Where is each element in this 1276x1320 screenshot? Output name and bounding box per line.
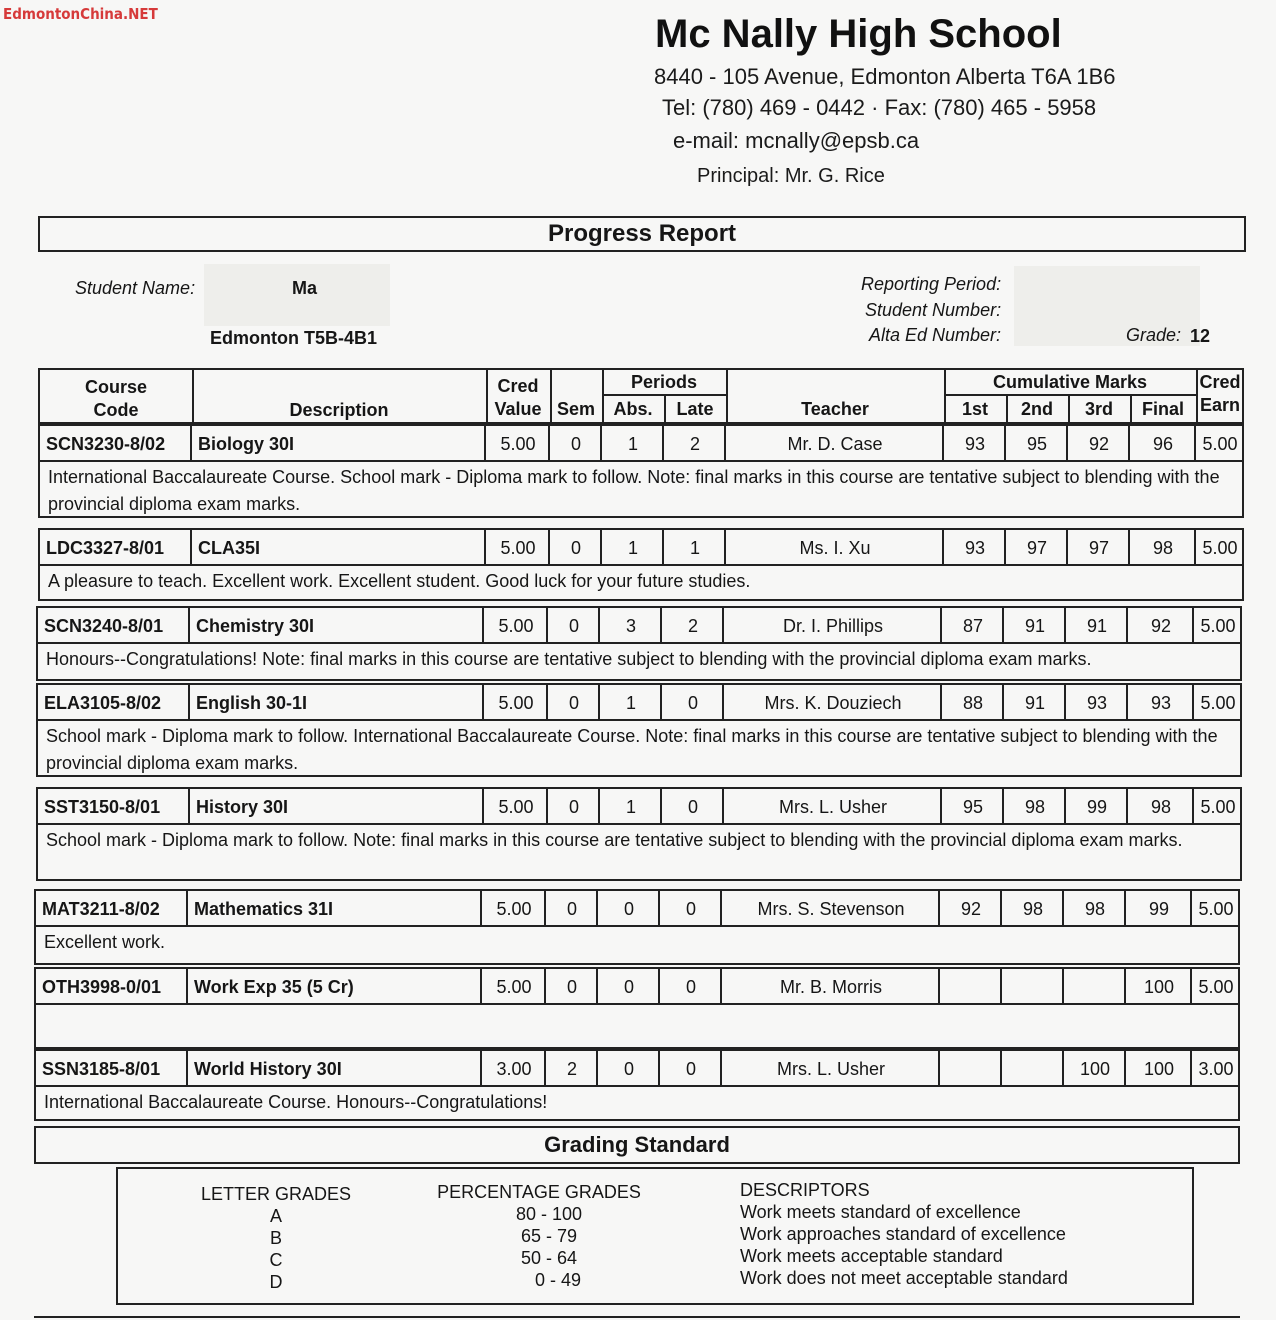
course-cred-value: 5.00 (500, 434, 536, 454)
course-lates: 0 (687, 693, 698, 713)
course-absences: 3 (625, 616, 636, 636)
course-code: SCN3230-8/02 (46, 434, 166, 454)
course-row (36, 606, 1242, 644)
mark-final: 98 (1152, 538, 1174, 558)
course-semester: 2 (566, 1059, 577, 1079)
course-lates: 0 (685, 977, 696, 997)
course-cred-earned: 5.00 (1200, 616, 1236, 636)
course-semester: 0 (566, 977, 577, 997)
mark-3rd (1064, 969, 1126, 1003)
mark-2nd: 91 (1024, 693, 1046, 713)
course-cred-earned: 5.00 (1198, 899, 1234, 919)
course-description: CLA35I (198, 538, 261, 558)
course-lates: 2 (687, 616, 698, 636)
mark-2nd (1002, 1051, 1064, 1085)
course-code: SST3150-8/01 (44, 797, 161, 817)
header-late: Late (676, 399, 714, 419)
course-teacher: Mrs. K. Douziech (764, 693, 902, 713)
page-bottom-rule (34, 1316, 1240, 1318)
header-3rd: 3rd (1084, 399, 1113, 419)
grade-letter: C (269, 1250, 283, 1270)
mark-final: 92 (1150, 616, 1172, 636)
header-teacher: Teacher (801, 399, 869, 419)
site-watermark: EdmontonChina.NET (3, 5, 158, 23)
grade-descriptor: Work meets acceptable standard (740, 1246, 1003, 1266)
mark-1st (940, 969, 1002, 1003)
course-semester: 0 (570, 538, 581, 558)
grade-percentage: 80 - 100 (515, 1204, 583, 1224)
course-lates: 0 (687, 797, 698, 817)
course-teacher: Mr. D. Case (787, 434, 883, 454)
course-comment: A pleasure to teach. Excellent work. Excellent student. Good luck for your future studies. (38, 566, 1244, 601)
course-code: ELA3105-8/02 (44, 693, 162, 713)
course-lates: 0 (685, 899, 696, 919)
student-city: Edmonton T5B-4B1 (210, 328, 378, 348)
course-cred-value: 5.00 (498, 616, 534, 636)
mark-final: 100 (1143, 977, 1175, 997)
header-cumulative: Cumulative Marks (992, 372, 1148, 392)
grade-descriptor: Work approaches standard of excellence (740, 1224, 1066, 1244)
grade-value: 12 (1190, 326, 1211, 346)
mark-2nd (1002, 969, 1064, 1003)
course-row (34, 1049, 1240, 1087)
reporting-period-label: Reporting Period: (861, 274, 1002, 294)
mark-1st: 88 (962, 693, 984, 713)
grade-percentage: 50 - 64 (520, 1248, 578, 1268)
course-description: Work Exp 35 (5 Cr) (194, 977, 354, 997)
mark-1st: 93 (964, 434, 986, 454)
course-comment: International Baccalaureate Course. Honours--Congratulations! (34, 1087, 1240, 1121)
course-comment: School mark - Diploma mark to follow. International Baccalaureate Course. Note: final marks in this course are tentative subject to blending with the provincial diploma exam marks. (36, 721, 1242, 777)
course-cred-value: 5.00 (500, 538, 536, 558)
course-description: English 30-1I (196, 693, 308, 713)
course-cred-earned: 5.00 (1202, 434, 1238, 454)
grade-percentage: 65 - 79 (520, 1226, 578, 1246)
alta-ed-label: Alta Ed Number: (869, 325, 1002, 345)
course-row (34, 967, 1240, 1005)
course-absences: 1 (627, 538, 638, 558)
course-code: MAT3211-8/02 (42, 899, 160, 919)
header-1st: 1st (961, 399, 988, 419)
course-semester: 0 (570, 434, 581, 454)
mark-2nd: 98 (1022, 899, 1044, 919)
course-comment: Honours--Congratulations! Note: final marks in this course are tentative subject to blending with the provincial diploma exam marks. (36, 644, 1242, 681)
mark-3rd: 97 (1088, 538, 1110, 558)
letter-grades-column (188, 1183, 364, 1293)
school-principal: Principal: Mr. G. Rice (697, 165, 885, 187)
course-cred-value: 5.00 (496, 899, 532, 919)
grade-letter: B (269, 1228, 282, 1248)
course-row (36, 683, 1242, 721)
header-sem: Sem (556, 399, 596, 419)
course-comment (34, 1005, 1240, 1049)
grade-descriptor: Work meets standard of excellence (740, 1202, 1021, 1222)
mark-3rd: 99 (1086, 797, 1108, 817)
course-comment: International Baccalaureate Course. School mark - Diploma mark to follow. Note: final marks in this course are tentative subject to blending with the provincial diploma exam marks. (38, 462, 1244, 518)
course-code: LDC3327-8/01 (46, 538, 165, 558)
percentage-grades-header: PERCENTAGE GRADES (437, 1182, 641, 1202)
header-cred-earn-2: Earn (1199, 395, 1241, 415)
courses-table-header (38, 368, 1244, 424)
course-row (36, 787, 1242, 825)
grading-standard-title: Grading Standard (34, 1126, 1240, 1164)
course-description: Chemistry 30I (196, 616, 315, 636)
course-description: Mathematics 31I (194, 899, 334, 919)
mark-2nd: 97 (1026, 538, 1048, 558)
course-row (34, 889, 1240, 927)
course-cred-earned: 5.00 (1198, 977, 1234, 997)
course-code: SCN3240-8/01 (44, 616, 164, 636)
course-code: SSN3185-8/01 (42, 1059, 161, 1079)
descriptors-column (740, 1179, 1068, 1289)
mark-1st: 95 (962, 797, 984, 817)
course-semester: 0 (568, 797, 579, 817)
course-absences: 0 (623, 977, 634, 997)
header-2nd: 2nd (1020, 399, 1053, 419)
course-teacher: Dr. I. Phillips (782, 616, 884, 636)
percentage-grades-column (424, 1181, 654, 1291)
course-description: World History 30I (194, 1059, 342, 1079)
course-teacher: Mr. B. Morris (780, 977, 882, 997)
course-cred-value: 5.00 (498, 797, 534, 817)
course-cred-value: 3.00 (496, 1059, 532, 1079)
school-phone-fax: Tel: (780) 469 - 0442 · Fax: (780) 465 - 5958 (662, 95, 1097, 120)
student-number-label: Student Number: (865, 300, 1002, 320)
letter-grades-header: LETTER GRADES (200, 1184, 352, 1204)
mark-3rd: 92 (1088, 434, 1110, 454)
course-semester: 0 (568, 693, 579, 713)
header-course: Course (84, 377, 147, 397)
header-periods: Periods (630, 372, 698, 392)
mark-1st: 92 (960, 899, 982, 919)
header-value: Value (494, 399, 542, 419)
progress-report-title: Progress Report (38, 216, 1246, 252)
course-cred-earned: 5.00 (1200, 797, 1236, 817)
course-semester: 0 (568, 616, 579, 636)
course-semester: 0 (566, 899, 577, 919)
course-cred-earned: 5.00 (1202, 538, 1238, 558)
course-comment: Excellent work. (34, 927, 1240, 965)
mark-2nd: 98 (1024, 797, 1046, 817)
course-lates: 0 (685, 1059, 696, 1079)
mark-1st: 87 (962, 616, 984, 636)
grade-letter: D (269, 1272, 283, 1292)
student-name-label: Student Name: (75, 278, 196, 298)
header-cred-earn-1: Cred (1199, 372, 1241, 392)
course-absences: 1 (625, 693, 636, 713)
descriptors-header: DESCRIPTORS (740, 1180, 870, 1200)
grade-descriptor: Work does not meet acceptable standard (740, 1268, 1068, 1288)
mark-final: 96 (1152, 434, 1174, 454)
mark-2nd: 91 (1024, 616, 1046, 636)
header-cred: Cred (497, 376, 539, 396)
student-name: Ma (292, 278, 318, 298)
mark-final: 98 (1150, 797, 1172, 817)
course-code: OTH3998-0/01 (42, 977, 162, 997)
header-code: Code (93, 400, 139, 420)
course-comment: School mark - Diploma mark to follow. Note: final marks in this course are tentative subject to blending with the provincial diploma exam marks. (36, 825, 1242, 881)
header-abs: Abs. (613, 399, 653, 419)
course-row (38, 424, 1244, 462)
grade-percentage: 0 - 49 (534, 1270, 582, 1290)
course-teacher: Ms. I. Xu (799, 538, 871, 558)
course-cred-earned: 3.00 (1198, 1059, 1234, 1079)
course-lates: 1 (689, 538, 700, 558)
course-description: Biology 30I (198, 434, 295, 454)
course-description: History 30I (196, 797, 289, 817)
mark-3rd: 93 (1086, 693, 1108, 713)
mark-2nd: 95 (1026, 434, 1048, 454)
grade-label: Grade: (1126, 325, 1182, 345)
school-address: 8440 - 105 Avenue, Edmonton Alberta T6A 1B6 (654, 64, 1116, 89)
course-teacher: Mrs. L. Usher (778, 797, 888, 817)
course-absences: 1 (627, 434, 638, 454)
course-lates: 2 (689, 434, 700, 454)
course-row (38, 528, 1244, 566)
course-cred-value: 5.00 (496, 977, 532, 997)
course-absences: 1 (625, 797, 636, 817)
mark-3rd: 100 (1079, 1059, 1111, 1079)
mark-final: 99 (1148, 899, 1170, 919)
course-absences: 0 (623, 899, 634, 919)
course-absences: 0 (623, 1059, 634, 1079)
course-teacher: Mrs. L. Usher (776, 1059, 886, 1079)
school-email: e-mail: mcnally@epsb.ca (673, 128, 920, 153)
grade-letter: A (269, 1206, 282, 1226)
course-teacher: Mrs. S. Stevenson (757, 899, 905, 919)
mark-final: 93 (1150, 693, 1172, 713)
header-final: Final (1141, 399, 1184, 419)
course-cred-earned: 5.00 (1200, 693, 1236, 713)
mark-3rd: 91 (1086, 616, 1108, 636)
grading-standard-box (116, 1167, 1194, 1305)
mark-final: 100 (1143, 1059, 1175, 1079)
mark-1st: 93 (964, 538, 986, 558)
school-name: Mc Nally High School (655, 12, 1062, 56)
mark-3rd: 98 (1084, 899, 1106, 919)
mark-1st (940, 1051, 1002, 1085)
header-description: Description (289, 400, 389, 420)
course-cred-value: 5.00 (498, 693, 534, 713)
